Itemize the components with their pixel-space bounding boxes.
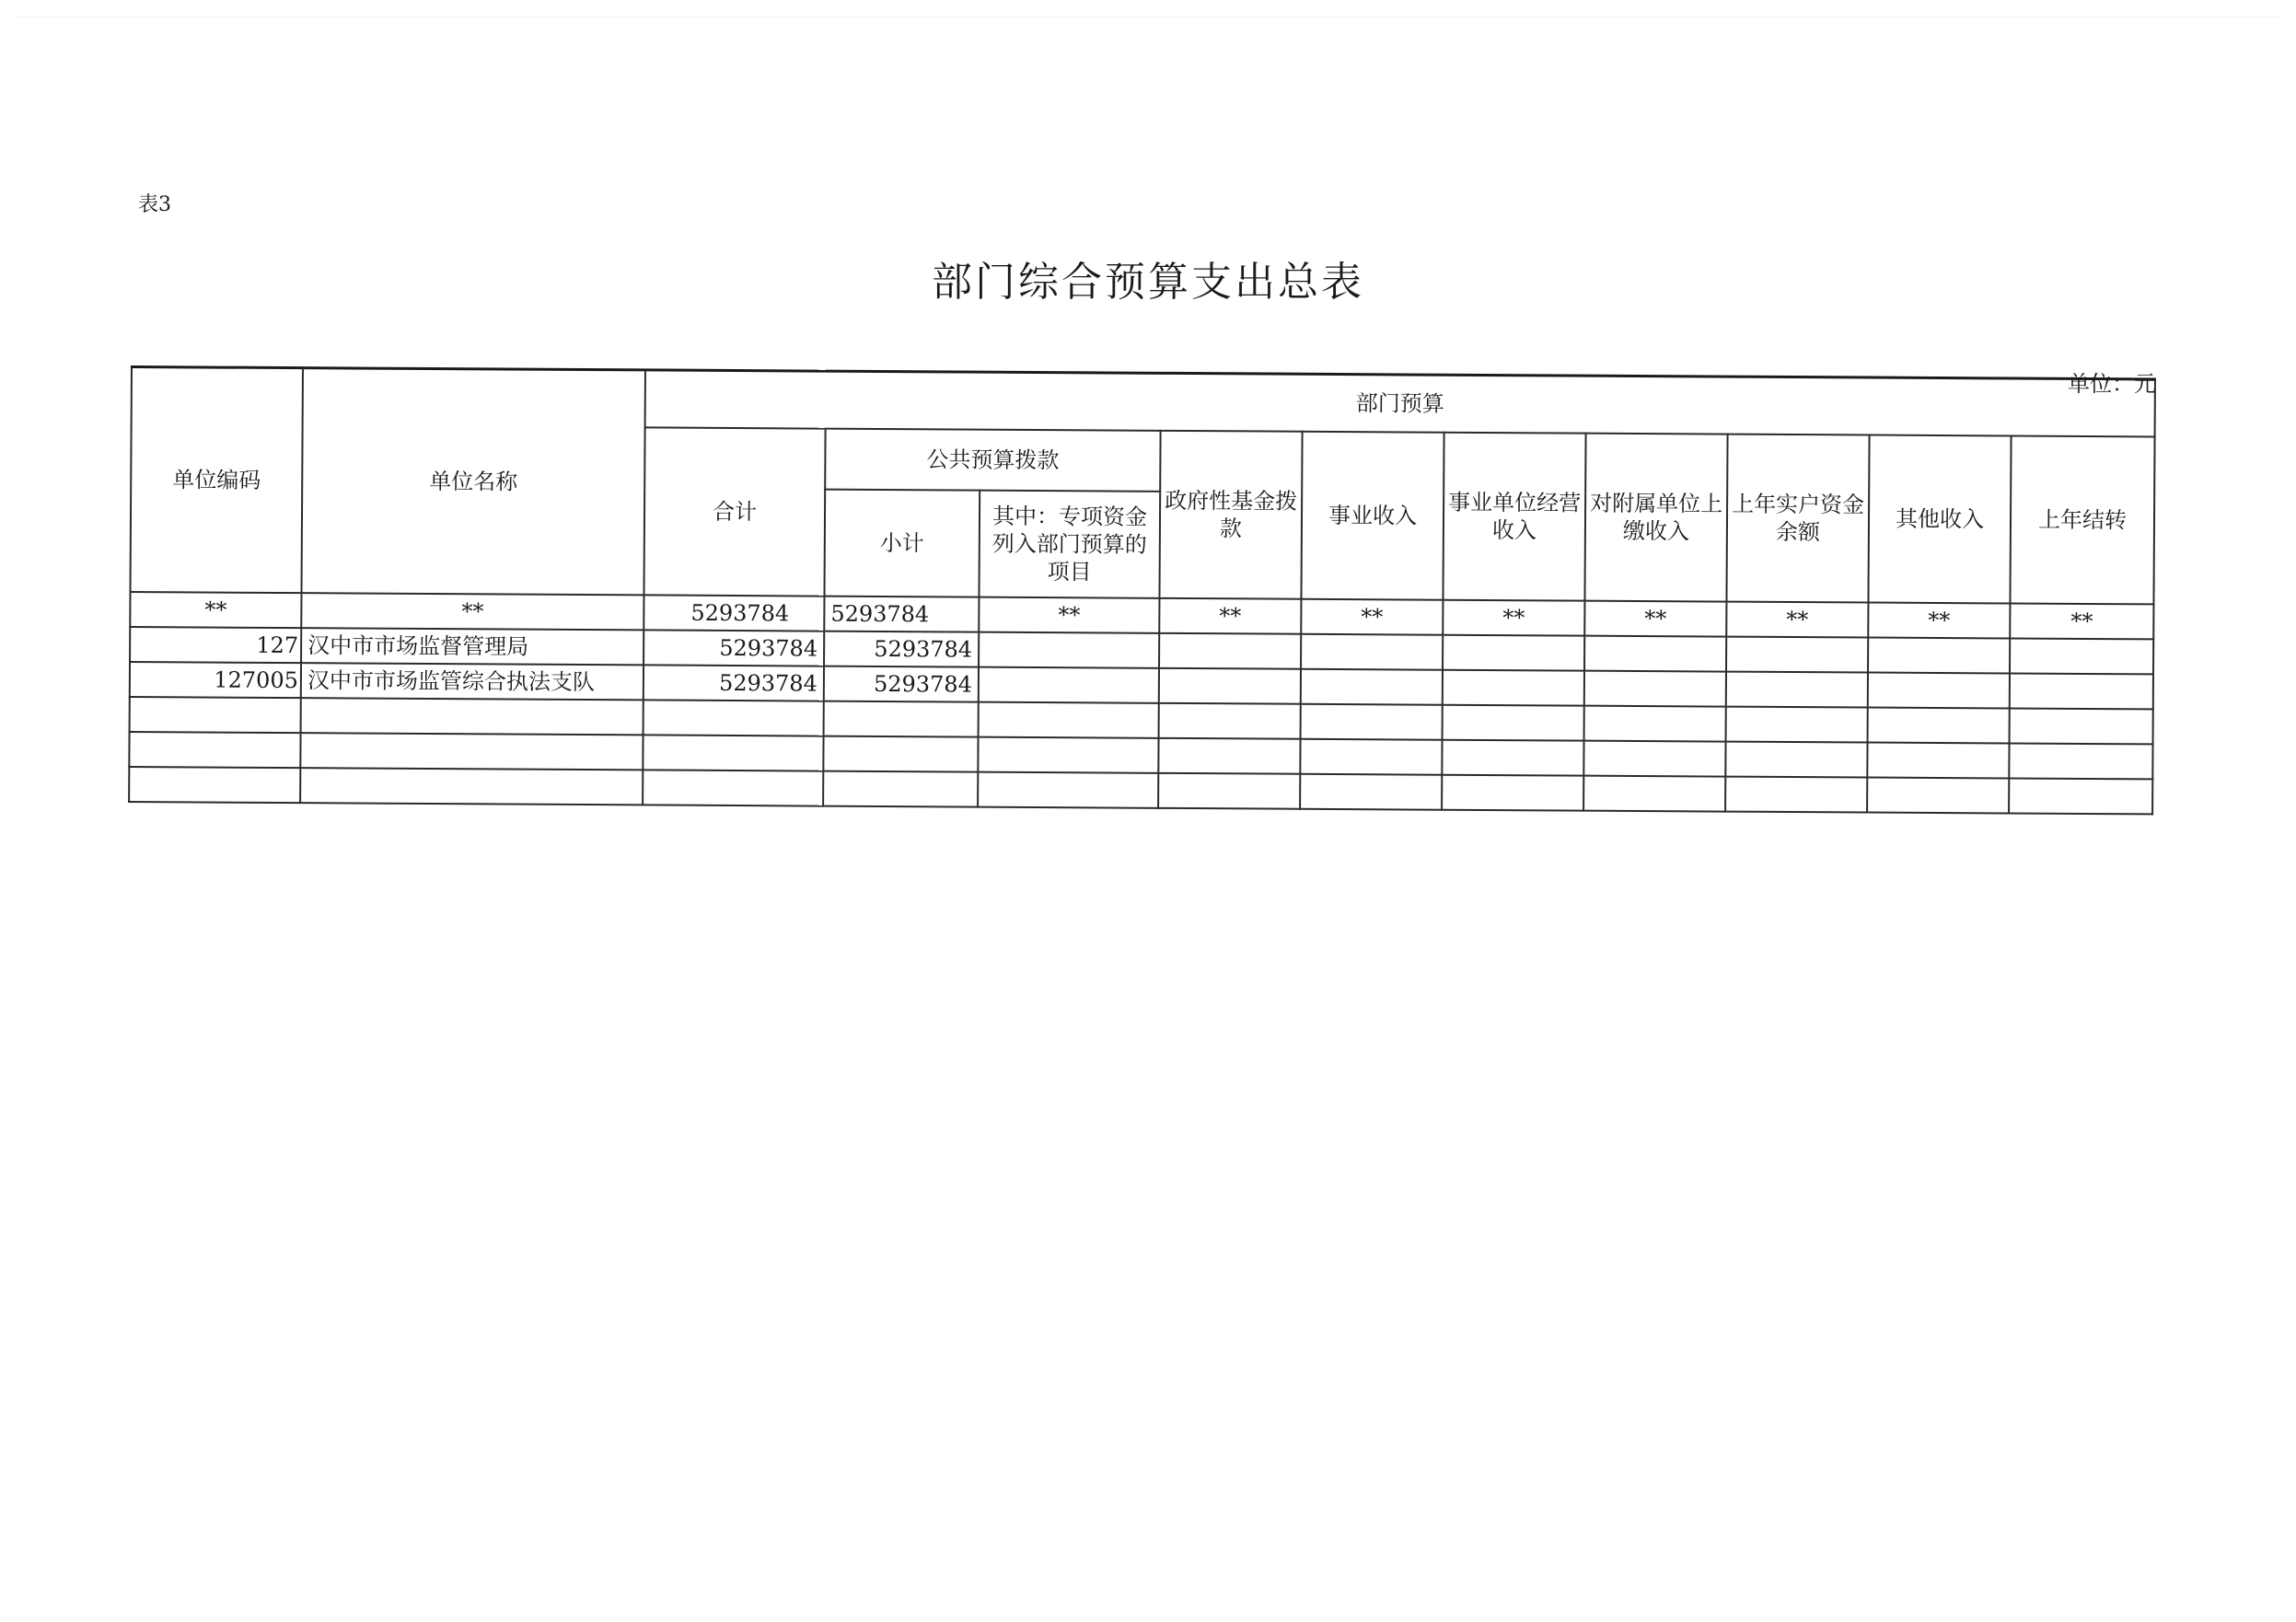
empty-cell bbox=[1584, 671, 1726, 707]
unit-code-cell: 127005 bbox=[130, 662, 301, 698]
empty-cell bbox=[1584, 636, 1726, 672]
empty-cell bbox=[2009, 778, 2152, 814]
page-title: 部门综合预算支出总表 bbox=[932, 259, 1364, 306]
header-operating-income: 事业单位经营收入 bbox=[1443, 433, 1585, 601]
empty-cell bbox=[300, 733, 643, 770]
empty-cell bbox=[824, 701, 979, 737]
empty-cell bbox=[1868, 673, 2010, 709]
header-total: 合计 bbox=[644, 427, 825, 596]
empty-cell bbox=[1442, 740, 1583, 776]
empty-cell bbox=[129, 732, 300, 768]
budget-table bbox=[128, 365, 2156, 815]
unit-name-cell: 汉中市市场监管综合执法支队 bbox=[301, 663, 644, 700]
header-unit-name: 单位名称 bbox=[301, 368, 644, 596]
empty-cell bbox=[2009, 743, 2152, 779]
header-row-1 bbox=[132, 367, 2155, 437]
marker-cell: ** bbox=[1868, 603, 2010, 639]
marker-cell: ** bbox=[301, 593, 644, 630]
empty-cell bbox=[1301, 704, 1443, 740]
empty-cell bbox=[1443, 635, 1584, 671]
header-gov-fund: 政府性基金拨款 bbox=[1159, 431, 1302, 599]
empty-cell bbox=[1300, 739, 1442, 775]
empty-cell bbox=[301, 698, 644, 735]
empty-cell bbox=[1725, 777, 1867, 813]
empty-cell bbox=[1583, 741, 1725, 777]
empty-cell bbox=[643, 735, 823, 770]
empty-cell bbox=[1726, 707, 1868, 743]
marker-cell: ** bbox=[979, 597, 1159, 633]
marker-cell: ** bbox=[1443, 600, 1584, 636]
unit-code-cell: 127 bbox=[130, 627, 301, 663]
empty-cell bbox=[1725, 742, 1867, 778]
empty-cell bbox=[979, 667, 1159, 703]
empty-cell bbox=[300, 768, 643, 805]
empty-cell bbox=[1443, 670, 1584, 706]
unit-note: 单位：元 bbox=[2068, 371, 2156, 397]
empty-cell bbox=[1868, 638, 2010, 674]
empty-cell bbox=[823, 736, 978, 772]
empty-cell bbox=[1159, 668, 1301, 704]
empty-cell bbox=[1867, 743, 2009, 779]
empty-cell bbox=[1726, 672, 1868, 708]
header-special-funds: 其中：专项资金列入部门预算的项目 bbox=[979, 491, 1160, 598]
marker-total: 5293784 bbox=[644, 595, 824, 631]
empty-cell bbox=[644, 700, 824, 736]
empty-cell bbox=[1158, 738, 1300, 774]
empty-cell bbox=[979, 632, 1159, 668]
marker-cell: ** bbox=[1301, 599, 1443, 635]
header-business-income: 事业收入 bbox=[1301, 432, 1444, 600]
empty-cell bbox=[1442, 775, 1583, 811]
empty-cell bbox=[978, 772, 1158, 808]
empty-cell bbox=[2010, 638, 2153, 674]
subtotal-cell: 5293784 bbox=[824, 666, 979, 702]
header-unit-code: 单位编码 bbox=[130, 367, 302, 594]
empty-cell bbox=[1443, 705, 1584, 741]
empty-cell bbox=[2010, 673, 2153, 709]
empty-cell bbox=[129, 767, 300, 803]
empty-cell bbox=[1867, 778, 2009, 814]
empty-cell bbox=[979, 702, 1159, 738]
marker-cell: ** bbox=[2010, 603, 2153, 639]
marker-cell: ** bbox=[130, 592, 301, 628]
empty-cell bbox=[1868, 708, 2010, 744]
marker-subtotal: 5293784 bbox=[824, 597, 979, 632]
unit-name-cell: 汉中市市场监督管理局 bbox=[301, 628, 644, 665]
total-cell: 5293784 bbox=[644, 665, 824, 701]
empty-cell bbox=[1159, 703, 1301, 739]
empty-cell bbox=[1301, 669, 1443, 705]
empty-cell bbox=[1159, 633, 1301, 669]
header-dept-budget: 部门预算 bbox=[645, 370, 2155, 437]
header-last-year-balance: 上年实户资金余额 bbox=[1726, 434, 1869, 603]
empty-cell bbox=[1301, 634, 1443, 670]
empty-cell bbox=[1300, 774, 1442, 810]
marker-cell: ** bbox=[1159, 598, 1301, 634]
total-cell: 5293784 bbox=[644, 630, 824, 666]
table-label: 表3 bbox=[138, 193, 171, 216]
header-public-budget: 公共预算拨款 bbox=[825, 429, 1160, 492]
header-other-income: 其他收入 bbox=[1868, 435, 2011, 604]
budget-table-wrapper bbox=[128, 365, 2154, 815]
empty-cell bbox=[978, 737, 1158, 773]
empty-cell bbox=[1584, 706, 1726, 742]
header-carry-over: 上年结转 bbox=[2010, 435, 2154, 604]
empty-cell bbox=[823, 771, 978, 807]
marker-cell: ** bbox=[1726, 602, 1868, 638]
subtotal-cell: 5293784 bbox=[824, 631, 979, 667]
empty-cell bbox=[2010, 708, 2153, 744]
empty-cell bbox=[1726, 637, 1868, 673]
empty-cell bbox=[643, 770, 823, 805]
marker-cell: ** bbox=[1584, 601, 1726, 637]
empty-cell bbox=[1158, 773, 1300, 809]
empty-cell bbox=[130, 697, 301, 733]
header-affiliated-income: 对附属单位上缴收入 bbox=[1584, 434, 1727, 602]
header-subtotal: 小计 bbox=[824, 490, 980, 597]
empty-cell bbox=[1583, 776, 1725, 812]
